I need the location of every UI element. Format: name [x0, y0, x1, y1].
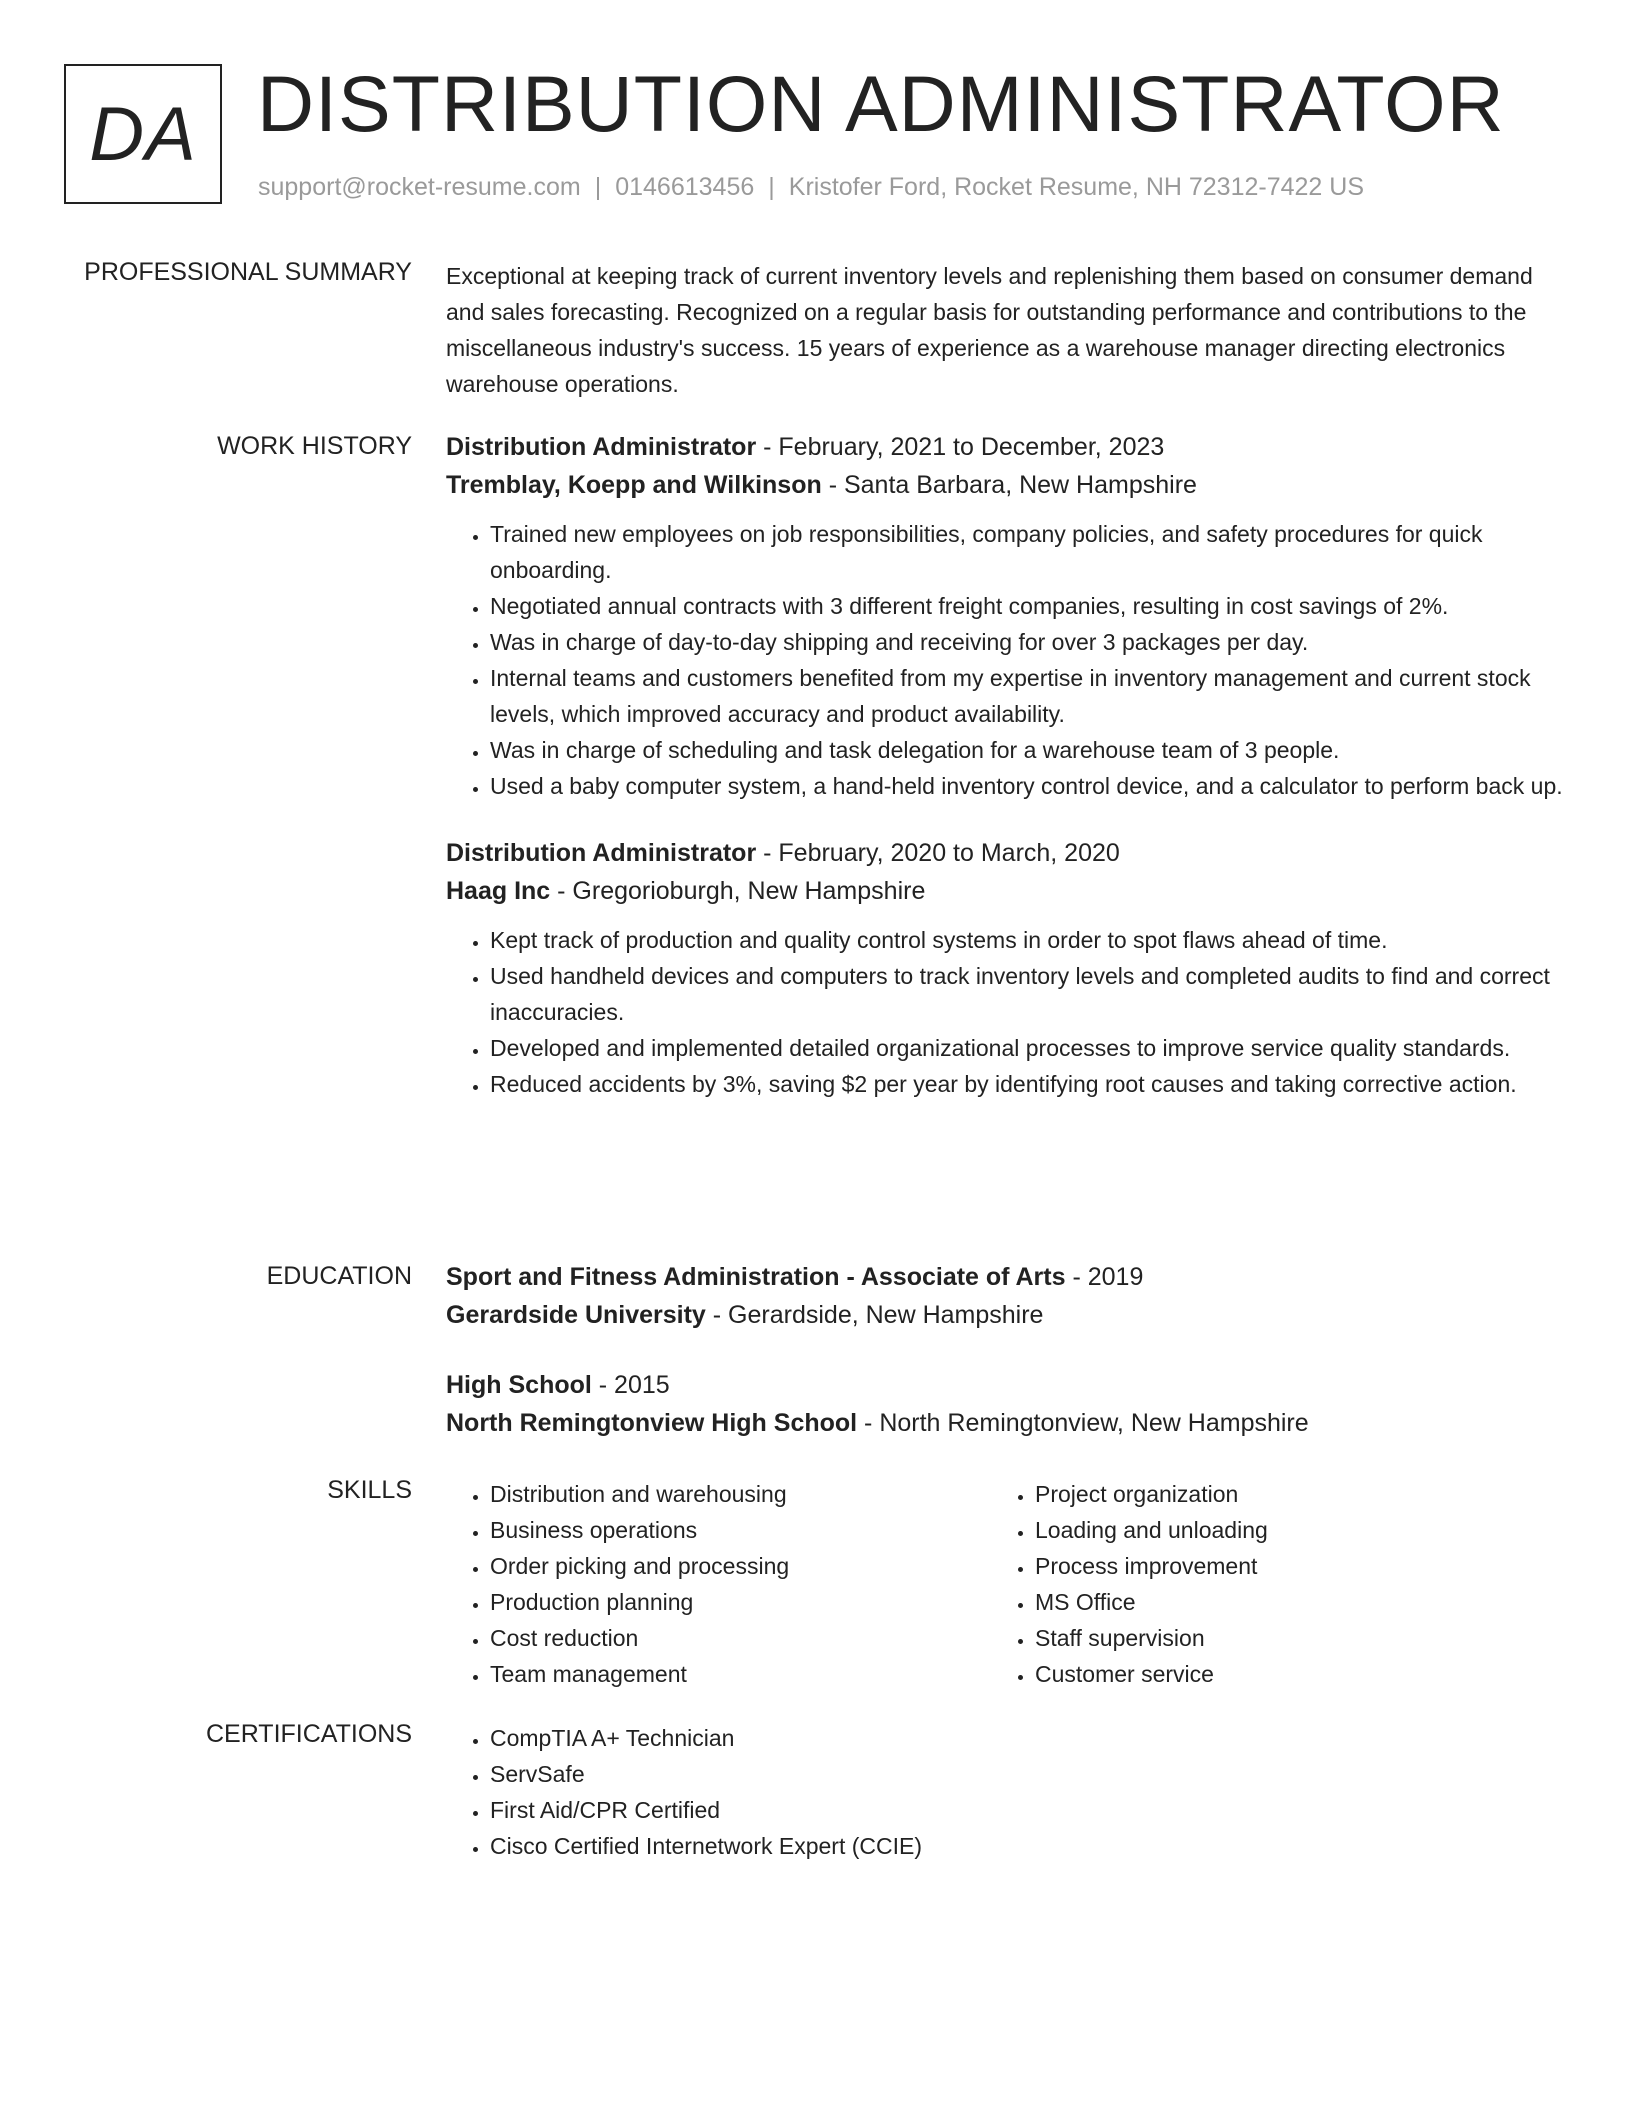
skills-column-right	[991, 1476, 1536, 1692]
section-label-certifications: CERTIFICATIONS	[205, 1720, 412, 1748]
job-bullet: • Developed and implemented detailed organizational processes to improve service quality standards.	[490, 1030, 1566, 1066]
school-location: - Gerardside, New Hampshire	[705, 1301, 1044, 1329]
degree-line	[446, 1258, 1566, 1296]
job-entry	[446, 428, 1566, 804]
job-bullet: • Kept track of production and quality control systems in order to spot flaws ahead of time.	[490, 922, 1566, 958]
contact-address: Kristofer Ford, Rocket Resume, NH 72312-7422 US	[788, 173, 1365, 201]
job-bullet: • Internal teams and customers benefited from my expertise in inventory management and current stock levels, which improved accuracy and product availability.	[490, 660, 1566, 732]
contact-email[interactable]: support@rocket-resume.com	[258, 173, 581, 201]
skills-list	[446, 1476, 991, 1692]
skill-item: • Business operations	[490, 1512, 991, 1548]
candidate-name: DISTRIBUTION ADMINISTRATOR	[257, 59, 1505, 148]
degree-year: - 2015	[591, 1371, 670, 1399]
degree-year: - 2019	[1065, 1263, 1144, 1291]
certifications-body	[446, 1720, 1566, 1864]
job-company: Tremblay, Koepp and Wilkinson	[446, 471, 822, 499]
school-name: North Remingtonview High School	[446, 1409, 858, 1437]
monogram-box: DA	[64, 64, 222, 204]
skill-item: • MS Office	[1035, 1584, 1536, 1620]
skills-body	[446, 1476, 1566, 1692]
school-location: - North Remingtonview, New Hampshire	[857, 1409, 1309, 1437]
resume-header	[64, 59, 1584, 214]
job-bullet: • Used handheld devices and computers to track inventory levels and completed audits to find and correct inaccuracies.	[490, 958, 1566, 1030]
certification-item: • Cisco Certified Internetwork Expert (CCIE)	[490, 1828, 1566, 1864]
summary-body	[446, 258, 1566, 402]
contact-separator: |	[594, 173, 602, 201]
job-bullet: • Reduced accidents by 3%, saving $2 per year by identifying root causes and taking corrective action.	[490, 1066, 1566, 1102]
job-bullet: • Trained new employees on job responsibilities, company policies, and safety procedures for quick onboarding.	[490, 516, 1566, 588]
section-label-education: EDUCATION	[266, 1262, 412, 1290]
skills-column-left	[446, 1476, 991, 1692]
job-bullet: • Was in charge of scheduling and task delegation for a warehouse team of 3 people.	[490, 732, 1566, 768]
skill-item: • Cost reduction	[490, 1620, 991, 1656]
education-entry	[446, 1258, 1566, 1334]
contact-separator: |	[768, 173, 775, 201]
section-label-work-history: WORK HISTORY	[217, 432, 412, 460]
job-title-line	[446, 428, 1566, 466]
job-entry	[446, 834, 1566, 1102]
school-line	[446, 1296, 1566, 1334]
skills-list	[991, 1476, 1536, 1692]
section-label-summary: PROFESSIONAL SUMMARY	[84, 258, 412, 286]
skill-item: • Production planning	[490, 1584, 991, 1620]
school-line	[446, 1404, 1566, 1442]
job-title-line	[446, 834, 1566, 872]
contact-line	[258, 173, 1364, 202]
section-label-skills: SKILLS	[327, 1476, 412, 1504]
job-dates: - February, 2020 to March, 2020	[756, 839, 1120, 867]
skill-item: • Staff supervision	[1035, 1620, 1536, 1656]
skill-item: • Team management	[490, 1656, 991, 1692]
work-history-body	[446, 428, 1566, 1102]
degree-name: High School	[446, 1371, 592, 1399]
skill-item: • Process improvement	[1035, 1548, 1536, 1584]
job-location: - Gregorioburgh, New Hampshire	[550, 877, 926, 905]
job-company-line	[446, 872, 1566, 910]
degree-name: Sport and Fitness Administration - Associate of Arts	[446, 1263, 1066, 1291]
job-dates: - February, 2021 to December, 2023	[756, 433, 1165, 461]
job-bullets	[446, 516, 1566, 804]
education-entry	[446, 1366, 1566, 1442]
job-title: Distribution Administrator	[446, 839, 757, 867]
degree-line	[446, 1366, 1566, 1404]
job-title: Distribution Administrator	[446, 433, 757, 461]
skill-item: • Loading and unloading	[1035, 1512, 1536, 1548]
certifications-list	[446, 1720, 1566, 1864]
skill-item: • Order picking and processing	[490, 1548, 991, 1584]
job-bullets	[446, 922, 1566, 1102]
skill-item: • Distribution and warehousing	[490, 1476, 991, 1512]
skills-grid	[446, 1476, 1566, 1692]
certification-item: • CompTIA A+ Technician	[490, 1720, 1566, 1756]
job-company-line	[446, 466, 1566, 504]
job-bullet: • Negotiated annual contracts with 3 different freight companies, resulting in cost savings of 2%.	[490, 588, 1566, 624]
skill-item: • Project organization	[1035, 1476, 1536, 1512]
skill-item: • Customer service	[1035, 1656, 1536, 1692]
contact-phone[interactable]: 0146613456	[615, 173, 755, 201]
job-company: Haag Inc	[446, 877, 551, 905]
certification-item: • First Aid/CPR Certified	[490, 1792, 1566, 1828]
job-bullet: • Used a baby computer system, a hand-held inventory control device, and a calculator to perform back up.	[490, 768, 1566, 804]
summary-text: Exceptional at keeping track of current inventory levels and replenishing them based on consumer demand and sales forecasting. Recognized on a regular basis for outstanding performance and contributions to the miscellaneous industry's success. 15 years of experience as a warehouse manager directing electronics warehouse operations.	[446, 263, 1533, 397]
certification-item: • ServSafe	[490, 1756, 1566, 1792]
job-location: - Santa Barbara, New Hampshire	[821, 471, 1197, 499]
school-name: Gerardside University	[446, 1301, 706, 1329]
education-body	[446, 1258, 1566, 1442]
job-bullet: • Was in charge of day-to-day shipping and receiving for over 3 packages per day.	[490, 624, 1566, 660]
